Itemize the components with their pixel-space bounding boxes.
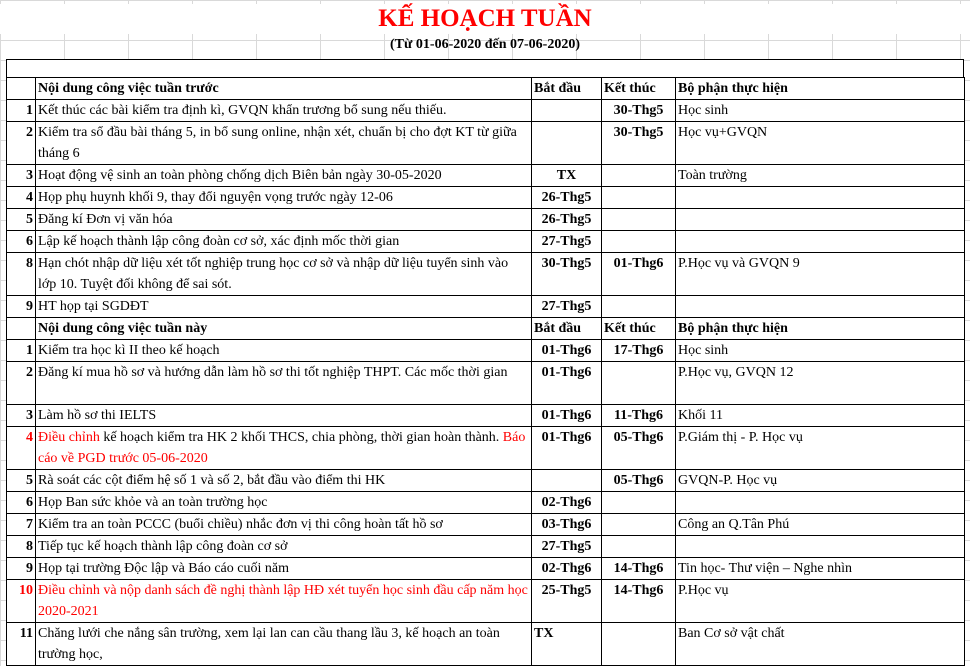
- row-start[interactable]: [532, 122, 602, 165]
- header-end-cell[interactable]: Kết thúc: [602, 78, 676, 100]
- row-dept[interactable]: P.Học vụ, GVQN 12: [676, 362, 965, 405]
- row-dept[interactable]: Ban Cơ sở vật chất: [676, 623, 965, 666]
- table-row: [7, 362, 965, 405]
- header-start-cell[interactable]: Bắt đầu: [532, 318, 602, 340]
- row-index[interactable]: 11: [7, 623, 36, 666]
- row-index[interactable]: 4: [7, 187, 36, 209]
- row-dept[interactable]: P.Học vụ: [676, 580, 965, 623]
- row-start[interactable]: 01-Thg6: [532, 427, 602, 470]
- row-end[interactable]: 14-Thg6: [602, 558, 676, 580]
- row-index[interactable]: 3: [7, 405, 36, 427]
- row-end[interactable]: 01-Thg6: [602, 253, 676, 296]
- row-end[interactable]: [602, 492, 676, 514]
- row-dept[interactable]: Toàn trường: [676, 165, 965, 187]
- row-dept[interactable]: Khối 11: [676, 405, 965, 427]
- row-end[interactable]: [602, 514, 676, 536]
- row-start[interactable]: 27-Thg5: [532, 296, 602, 318]
- row-dept[interactable]: Học sinh: [676, 340, 965, 362]
- header-idx-cell[interactable]: [7, 78, 36, 100]
- row-dept[interactable]: P.Học vụ và GVQN 9: [676, 253, 965, 296]
- row-start[interactable]: TX: [532, 165, 602, 187]
- row-end[interactable]: [602, 231, 676, 253]
- row-index[interactable]: 8: [7, 253, 36, 296]
- header-dept-cell[interactable]: Bộ phận thực hiện: [676, 78, 965, 100]
- row-content[interactable]: Kiểm tra sổ đầu bài tháng 5, in bổ sung online, nhận xét, chuẩn bị cho đợt KT từ giữa tháng 6: [36, 122, 532, 165]
- table-row: [7, 165, 965, 187]
- row-index[interactable]: 5: [7, 209, 36, 231]
- row-end[interactable]: 17-Thg6: [602, 340, 676, 362]
- row-end[interactable]: 30-Thg5: [602, 100, 676, 122]
- header-end-cell[interactable]: Kết thúc: [602, 318, 676, 340]
- header-content-cell[interactable]: Nội dung công việc tuần này: [36, 318, 532, 340]
- row-start[interactable]: 02-Thg6: [532, 492, 602, 514]
- table-row: [7, 580, 965, 623]
- table-row: [7, 427, 965, 470]
- row-end[interactable]: 05-Thg6: [602, 427, 676, 470]
- row-start[interactable]: TX: [532, 623, 602, 666]
- row-index[interactable]: 3: [7, 165, 36, 187]
- row-index[interactable]: 10: [7, 580, 36, 623]
- row-index[interactable]: 1: [7, 100, 36, 122]
- row-start[interactable]: 01-Thg6: [532, 405, 602, 427]
- row-content[interactable]: Kiểm tra an toàn PCCC (buổi chiều) nhắc đơn vị thi công hoàn tất hồ sơ: [36, 514, 532, 536]
- table-row: [7, 536, 965, 558]
- row-content[interactable]: Làm hồ sơ thi IELTS: [36, 405, 532, 427]
- row-content[interactable]: Lập kế hoạch thành lập công đoàn cơ sở, xác định mốc thời gian: [36, 231, 532, 253]
- row-content-text: kế hoạch kiểm tra HK 2 khối THCS, chia phòng, thời gian hoàn thành.: [99, 430, 503, 445]
- table-row: [7, 296, 965, 318]
- row-start[interactable]: [532, 100, 602, 122]
- table-row: [7, 187, 965, 209]
- table-row: [7, 558, 965, 580]
- sheet-title: KẾ HOẠCH TUẦN: [0, 4, 970, 34]
- row-start[interactable]: 01-Thg6: [532, 340, 602, 362]
- row-content[interactable]: Rà soát các cột điểm hệ số 1 và số 2, bắt đầu vào điểm thi HK: [36, 470, 532, 492]
- plan-table: [6, 77, 965, 666]
- row-end[interactable]: 30-Thg5: [602, 122, 676, 165]
- row-index[interactable]: 8: [7, 536, 36, 558]
- table-row: [7, 122, 965, 165]
- row-start[interactable]: [532, 470, 602, 492]
- sheet-subtitle: (Từ 01-06-2020 đến 07-06-2020): [390, 37, 580, 52]
- table-row: [7, 209, 965, 231]
- row-content[interactable]: Kết thúc các bài kiểm tra định kì, GVQN khẩn trương bổ sung nếu thiếu.: [36, 100, 532, 122]
- table-row: [7, 470, 965, 492]
- row-dept[interactable]: Học sinh: [676, 100, 965, 122]
- row-index[interactable]: 4: [7, 427, 36, 470]
- row-index[interactable]: 5: [7, 470, 36, 492]
- row-content-highlight: Điều chỉnh: [38, 430, 100, 445]
- blank-row[interactable]: [6, 59, 964, 78]
- this-week-header-row: [7, 318, 965, 340]
- row-index[interactable]: 6: [7, 492, 36, 514]
- row-content[interactable]: [36, 427, 532, 470]
- table-row: [7, 231, 965, 253]
- header-dept-cell[interactable]: Bộ phận thực hiện: [676, 318, 965, 340]
- row-dept[interactable]: [676, 296, 965, 318]
- row-index[interactable]: 2: [7, 122, 36, 165]
- row-content[interactable]: Họp Ban sức khỏe và an toàn trường học: [36, 492, 532, 514]
- row-start[interactable]: 26-Thg5: [532, 187, 602, 209]
- last-week-header-row: [7, 78, 965, 100]
- row-content[interactable]: Điều chỉnh và nộp danh sách đề nghị thành lập HĐ xét tuyển học sinh đầu cấp năm học 2020-2021: [36, 580, 532, 623]
- header-start-cell[interactable]: Bắt đầu: [532, 78, 602, 100]
- row-dept[interactable]: [676, 209, 965, 231]
- row-start[interactable]: 30-Thg5: [532, 253, 602, 296]
- table-row: [7, 340, 965, 362]
- table-row: [7, 405, 965, 427]
- row-dept[interactable]: P.Giám thị - P. Học vụ: [676, 427, 965, 470]
- row-end[interactable]: [602, 296, 676, 318]
- row-dept[interactable]: [676, 187, 965, 209]
- header-content-cell[interactable]: Nội dung công việc tuần trước: [36, 78, 532, 100]
- row-index[interactable]: 7: [7, 514, 36, 536]
- table-row: [7, 514, 965, 536]
- row-end[interactable]: [602, 623, 676, 666]
- row-index[interactable]: 9: [7, 558, 36, 580]
- row-index[interactable]: 1: [7, 340, 36, 362]
- row-content-highlight: Báo cáo về PGD trước 05-06-2020: [38, 430, 526, 466]
- row-end[interactable]: [602, 187, 676, 209]
- table-row: [7, 100, 965, 122]
- row-content[interactable]: Hạn chót nhập dữ liệu xét tốt nghiệp trung học cơ sở và nhập dữ liệu tuyển sinh vào lớp 10. Tuyệt đối không để sai sót.: [36, 253, 532, 296]
- row-index[interactable]: 9: [7, 296, 36, 318]
- row-start[interactable]: 02-Thg6: [532, 558, 602, 580]
- row-content[interactable]: Tiếp tục kế hoạch thành lập công đoàn cơ sở: [36, 536, 532, 558]
- row-dept[interactable]: Tin học- Thư viện – Nghe nhìn: [676, 558, 965, 580]
- row-index[interactable]: 2: [7, 362, 36, 405]
- row-dept[interactable]: [676, 492, 965, 514]
- row-start[interactable]: 27-Thg5: [532, 231, 602, 253]
- row-dept[interactable]: [676, 536, 965, 558]
- row-content[interactable]: Chăng lưới che nắng sân trường, xem lại lan can cầu thang lầu 3, kế hoạch an toàn trường học,: [36, 623, 532, 666]
- row-content[interactable]: HT họp tại SGDĐT: [36, 296, 532, 318]
- row-dept[interactable]: Học vụ+GVQN: [676, 122, 965, 165]
- header-idx-cell[interactable]: [7, 318, 36, 340]
- row-end[interactable]: [602, 165, 676, 187]
- row-start[interactable]: 01-Thg6: [532, 362, 602, 405]
- row-dept[interactable]: [676, 231, 965, 253]
- row-content[interactable]: Đăng kí Đơn vị văn hóa: [36, 209, 532, 231]
- row-end[interactable]: 11-Thg6: [602, 405, 676, 427]
- row-dept[interactable]: GVQN-P. Học vụ: [676, 470, 965, 492]
- row-content[interactable]: Họp phụ huynh khối 9, thay đổi nguyện vọng trước ngày 12-06: [36, 187, 532, 209]
- row-end[interactable]: [602, 209, 676, 231]
- row-index[interactable]: 6: [7, 231, 36, 253]
- row-dept[interactable]: Công an Q.Tân Phú: [676, 514, 965, 536]
- row-end[interactable]: [602, 362, 676, 405]
- row-start[interactable]: 25-Thg5: [532, 580, 602, 623]
- row-start[interactable]: 26-Thg5: [532, 209, 602, 231]
- table-row: [7, 623, 965, 666]
- row-end[interactable]: 05-Thg6: [602, 470, 676, 492]
- table-row: [7, 492, 965, 514]
- row-content[interactable]: Hoạt động vệ sinh an toàn phòng chống dịch Biên bản ngày 30-05-2020: [36, 165, 532, 187]
- row-start[interactable]: 27-Thg5: [532, 536, 602, 558]
- row-start[interactable]: 03-Thg6: [532, 514, 602, 536]
- row-end[interactable]: 14-Thg6: [602, 580, 676, 623]
- row-content[interactable]: Kiểm tra học kì II theo kế hoạch: [36, 340, 532, 362]
- table-row: [7, 253, 965, 296]
- row-end[interactable]: [602, 536, 676, 558]
- row-content[interactable]: Đăng kí mua hồ sơ và hướng dẫn làm hồ sơ thi tốt nghiệp THPT. Các mốc thời gian: [36, 362, 532, 405]
- row-content[interactable]: Họp tại trường Độc lập và Báo cáo cuối năm: [36, 558, 532, 580]
